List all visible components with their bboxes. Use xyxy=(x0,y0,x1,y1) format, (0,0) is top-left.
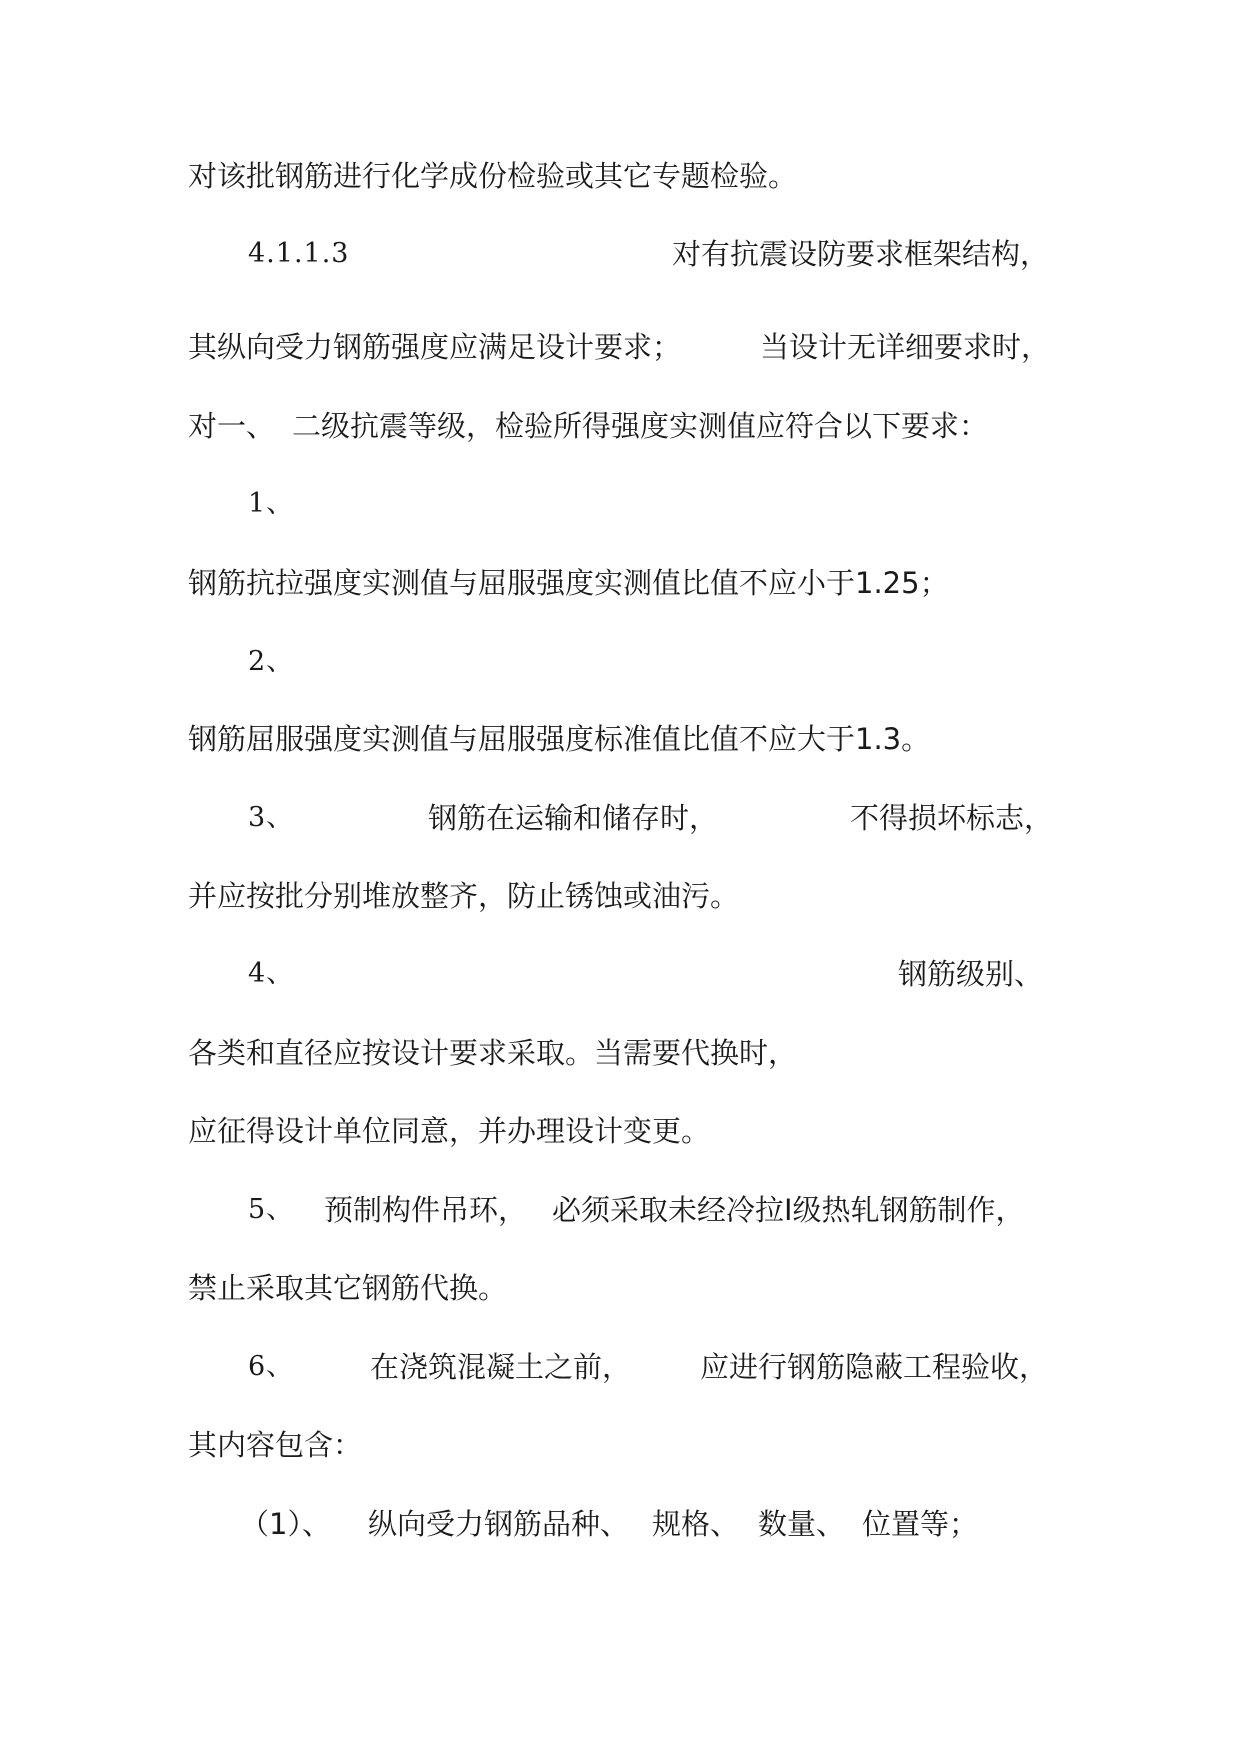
text-line: 二级抗震等级，检验所得强度实测值应符合以下要求： xyxy=(292,409,989,443)
list-number: 4、 xyxy=(248,958,295,989)
list-number: 5、 xyxy=(248,1194,295,1225)
text-line: 应进行钢筋隐蔽工程验收， xyxy=(700,1350,1049,1384)
text-line: 对一、 xyxy=(188,409,276,443)
text-line: 禁止采取其它钢筋代换。 xyxy=(188,1271,508,1305)
text-line: 当设计无详细要求时， xyxy=(760,330,1051,364)
text-line: 钢筋屈服强度实测值与屈服强度标准值比值不应大于1.3。 xyxy=(188,722,931,756)
list-number: （1）、 xyxy=(240,1507,331,1541)
list-number: 1、 xyxy=(248,488,295,519)
text-line: 钢筋抗拉强度实测值与屈服强度实测值比值不应小于1.25； xyxy=(188,566,949,600)
text-line: 其内容包含： xyxy=(188,1428,363,1462)
text-line: 规格、 xyxy=(652,1507,740,1541)
text-line: 预制构件吊环， xyxy=(324,1193,528,1227)
text-line: 纵向受力钢筋品种、 xyxy=(368,1507,630,1541)
list-number: 6、 xyxy=(248,1351,295,1382)
text-line: 并应按批分别堆放整齐，防止锈蚀或油污。 xyxy=(188,879,740,913)
text-line: 在浇筑混凝土之前， xyxy=(370,1350,632,1384)
text-line: 应征得设计单位同意，并办理设计变更。 xyxy=(188,1114,711,1148)
text-line: 其纵向受力钢筋强度应满足设计要求； xyxy=(188,330,682,364)
section-number: 4.1.1.3 xyxy=(248,238,350,269)
text-line: 钢筋在运输和储存时， xyxy=(428,801,719,835)
text-line: 必须采取未经冷拉Ⅰ级热轧钢筋制作， xyxy=(552,1193,1025,1227)
text-line: 各类和直径应按设计要求采取。当需要代换时， xyxy=(188,1036,798,1070)
text-line: 钢筋级别、 xyxy=(898,957,1044,991)
list-number: 3、 xyxy=(248,802,295,833)
text-line: 数量、 xyxy=(758,1507,846,1541)
list-number: 2、 xyxy=(248,646,295,677)
text-line: 对有抗震设防要求框架结构， xyxy=(672,237,1050,271)
text-line: 不得损坏标志， xyxy=(850,801,1054,835)
text-line: 对该批钢筋进行化学成份检验或其它专题检验。 xyxy=(188,159,798,193)
text-line: 位置等； xyxy=(862,1507,979,1541)
